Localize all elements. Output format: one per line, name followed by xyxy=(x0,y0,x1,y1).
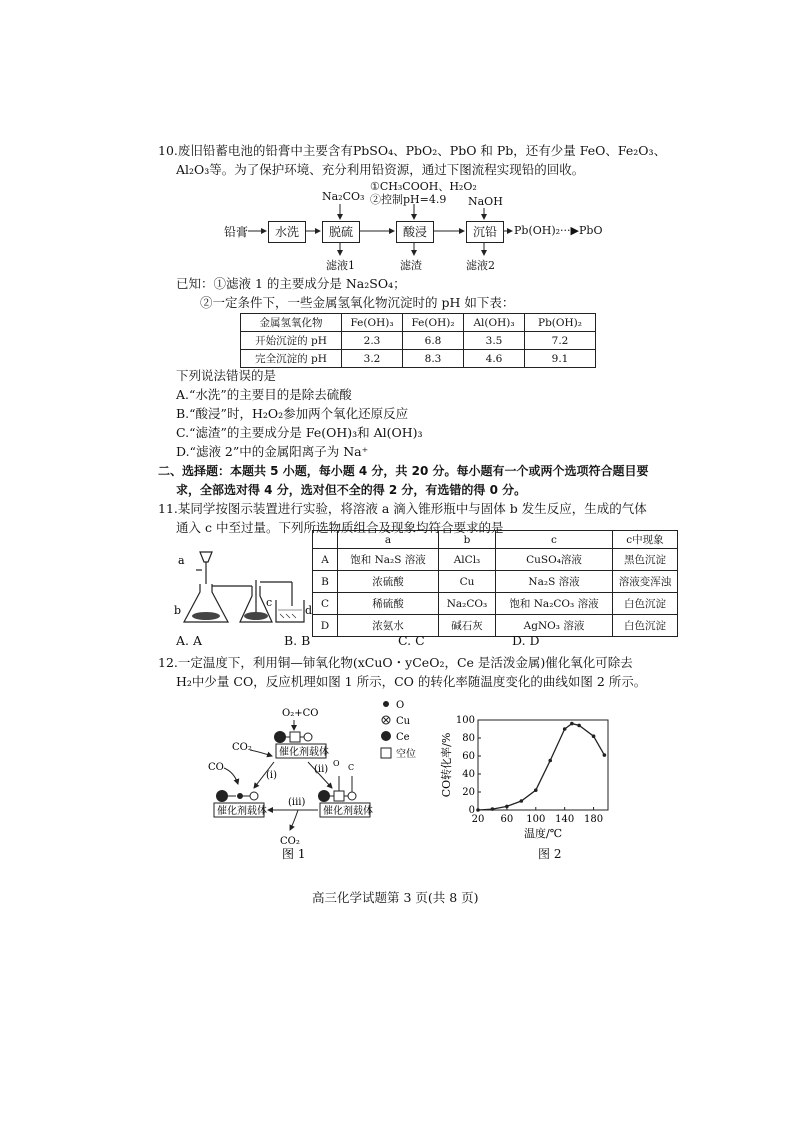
flow-step-precipitate: 沉铅 xyxy=(466,221,504,243)
table-cell: D xyxy=(313,615,338,637)
legend-vacancy: 空位 xyxy=(396,749,416,760)
figure2-caption: 图 2 xyxy=(538,847,562,861)
q10-known2: ②一定条件下，一些金属氢氧化物沉淀时的 pH 如下表： xyxy=(200,295,515,310)
step-i: (i) xyxy=(266,770,278,781)
page-footer: 高三化学试题第 3 页(共 8 页) xyxy=(312,890,479,905)
reagent-ph: ②控制pH=4.9 xyxy=(370,193,447,206)
table-cell: 饱和 Na₂S 溶液 xyxy=(338,549,439,571)
label-d: d xyxy=(305,604,312,617)
ph-header-cell: Fe(OH)₃ xyxy=(342,314,403,332)
y-axis-label: CO转化率/% xyxy=(440,732,453,798)
data-point xyxy=(548,759,552,763)
table-cell: 8.3 xyxy=(403,350,464,368)
table-cell: 浓氨水 xyxy=(338,615,439,637)
flow-arrows xyxy=(0,0,794,300)
label-b: b xyxy=(174,604,182,617)
table-cell: 白色沉淀 xyxy=(613,593,678,615)
apparatus-diagram xyxy=(172,540,312,632)
ce-atom-icon xyxy=(318,790,330,802)
table-cell: Cu xyxy=(439,571,496,593)
out-filtrate1: 滤液1 xyxy=(326,259,355,272)
table-cell: C xyxy=(313,593,338,615)
label-co2-bottom: CO₂ xyxy=(280,836,300,847)
table-cell: 9.1 xyxy=(525,350,596,368)
table-cell: Na₂S 溶液 xyxy=(496,571,613,593)
table-cell: 7.2 xyxy=(525,332,596,350)
y-tick-label: 60 xyxy=(462,751,475,762)
q10-known1: 已知：①滤液 1 的主要成分是 Na₂SO₄； xyxy=(176,276,406,291)
ph-table xyxy=(240,313,596,368)
q11-table-header xyxy=(313,531,678,549)
label-c: c xyxy=(266,596,273,609)
table-cell: CuSO₄溶液 xyxy=(496,549,613,571)
table-cell: 稀硫酸 xyxy=(338,593,439,615)
data-point xyxy=(603,753,607,757)
data-point xyxy=(520,799,524,803)
table-row xyxy=(241,332,596,350)
table-cell: 2.3 xyxy=(342,332,403,350)
q11-header-cell: a xyxy=(338,531,439,549)
q11-answer-a: A. A xyxy=(176,633,203,648)
vacancy-legend-icon xyxy=(381,748,391,758)
q10-line2: Al₂O₃等。为了保护环境、充分利用铅资源，通过下图流程实现铅的回收。 xyxy=(176,162,585,177)
table-row xyxy=(313,593,678,615)
data-point xyxy=(592,734,596,738)
table-cell: 饱和 Na₂CO₃ 溶液 xyxy=(496,593,613,615)
table-row xyxy=(313,571,678,593)
ce-atom-icon xyxy=(216,790,228,802)
table-cell: 3.5 xyxy=(464,332,525,350)
label-co-left: CO xyxy=(208,762,224,773)
support-top: 催化剂载体 xyxy=(279,747,329,758)
reagent-naoh: NaOH xyxy=(468,195,503,208)
table-cell: Na₂CO₃ xyxy=(439,593,496,615)
legend-cu: Cu xyxy=(396,716,411,727)
o-legend-icon xyxy=(383,701,389,707)
table-cell: 碱石灰 xyxy=(439,615,496,637)
table-row xyxy=(313,549,678,571)
q10-prompt: 下列说法错误的是 xyxy=(176,368,277,383)
support-right: 催化剂载体 xyxy=(323,806,373,817)
table-cell: 完全沉淀的 pH xyxy=(241,350,342,368)
ph-header-cell: Al(OH)₃ xyxy=(464,314,525,332)
y-tick-label: 40 xyxy=(462,769,475,780)
label-o: O xyxy=(333,759,340,768)
q11-header-cell: c中现象 xyxy=(613,531,678,549)
figure1-caption: 图 1 xyxy=(282,847,306,861)
cu-atom-icon xyxy=(250,792,258,800)
out-residue: 滤渣 xyxy=(400,259,422,272)
data-point xyxy=(476,808,480,812)
support-left: 催化剂载体 xyxy=(217,806,267,817)
q11-header-cell: c xyxy=(496,531,613,549)
figure2-chart xyxy=(440,708,620,868)
figure1-mechanism xyxy=(200,692,450,862)
table-cell: 6.8 xyxy=(403,332,464,350)
q11-table xyxy=(312,530,678,637)
ph-header-cell: Fe(OH)₂ xyxy=(403,314,464,332)
series-line xyxy=(478,724,604,810)
table-cell: B xyxy=(313,571,338,593)
table-cell: AlCl₃ xyxy=(439,549,496,571)
y-tick-label: 100 xyxy=(455,715,475,726)
out-filtrate2: 滤液2 xyxy=(466,259,495,272)
q10-option-c: C.“滤渣”的主要成分是 Fe(OH)₃和 Al(OH)₃ xyxy=(176,425,423,440)
q10-option-a: A.“水洗”的主要目的是除去硫酸 xyxy=(176,387,352,402)
section2-line2: 求，全部选对得 4 分，选对但不全的得 2 分，有选错的得 0 分。 xyxy=(176,483,527,497)
q11-header-cell: b xyxy=(439,531,496,549)
ph-header-cell: 金属氢氧化物 xyxy=(241,314,342,332)
q11-answer-b: B. B xyxy=(284,633,311,648)
x-tick-label: 180 xyxy=(584,814,604,825)
q11-answer-d: D. D xyxy=(512,633,540,648)
table-cell: 溶液变浑浊 xyxy=(613,571,678,593)
data-point xyxy=(570,722,574,726)
legend-o: O xyxy=(396,700,405,711)
y-tick-label: 80 xyxy=(462,733,475,744)
q12-line1: 12.一定温度下，利用铜—铈氧化物(xCuO・yCeO₂，Ce 是活泼金属)催化氧化可除去 xyxy=(158,655,633,670)
flow-step-acid-leach: 酸浸 xyxy=(396,221,434,243)
q10-line1: 10.废旧铅蓄电池的铅膏中主要含有PbSO₄、PbO₂、PbO 和 Pb，还有少量 FeO、Fe₂O₃、 xyxy=(158,143,667,158)
x-tick-label: 60 xyxy=(500,814,514,825)
step-iii: (iii) xyxy=(288,797,306,808)
reagent-na2co3: Na₂CO₃ xyxy=(322,190,365,203)
ph-table-header xyxy=(241,314,596,332)
legend-ce: Ce xyxy=(396,732,410,743)
q11-line2: 通入 c 中至过量。下列所选物质组合及现象均符合要求的是 xyxy=(176,520,504,535)
table-cell: 开始沉淀的 pH xyxy=(241,332,342,350)
table-cell: 白色沉淀 xyxy=(613,615,678,637)
ce-atom-icon xyxy=(274,731,286,743)
table-cell: AgNO₃ 溶液 xyxy=(496,615,613,637)
q11-header-cell xyxy=(313,531,338,549)
y-tick-label: 0 xyxy=(468,805,475,816)
label-co2-top: CO₂ xyxy=(232,742,252,753)
table-cell: A xyxy=(313,549,338,571)
section2-line1: 二、选择题：本题共 5 小题，每小题 4 分，共 20 分。每小题有一个或两个选项符合题目要 xyxy=(158,464,649,478)
plot-frame xyxy=(478,720,608,810)
vacancy-icon xyxy=(290,732,300,742)
flow-step-desulfur: 脱硫 xyxy=(322,221,360,243)
ce-legend-icon xyxy=(381,731,391,741)
table-cell: 浓硫酸 xyxy=(338,571,439,593)
reagent-acid: ①CH₃COOH、H₂O₂ xyxy=(370,180,477,193)
y-tick-label: 20 xyxy=(462,787,475,798)
label-o2co: O₂+CO xyxy=(282,708,319,719)
table-cell: 4.6 xyxy=(464,350,525,368)
flow-step-wash: 水洗 xyxy=(268,221,306,243)
data-point xyxy=(534,788,538,792)
x-tick-label: 140 xyxy=(555,814,575,825)
o-atom-icon xyxy=(237,793,243,799)
data-point xyxy=(563,727,567,731)
q10-option-d: D.“滤液 2”中的金属阳离子为 Na⁺ xyxy=(176,444,369,459)
q11-line1: 11.某同学按图示装置进行实验，将溶液 a 滴入锥形瓶中与固体 b 发生反应，生成的气体 xyxy=(158,501,647,516)
cu-atom-icon xyxy=(348,792,356,800)
table-row xyxy=(313,615,678,637)
step-ii: (ii) xyxy=(314,764,329,775)
data-point xyxy=(505,805,509,809)
label-c: C xyxy=(348,763,355,772)
flow-start: 铅膏 xyxy=(224,225,249,239)
data-point xyxy=(577,724,581,728)
ph-header-cell: Pb(OH)₂ xyxy=(525,314,596,332)
table-row xyxy=(241,350,596,368)
x-tick-label: 20 xyxy=(471,814,485,825)
vacancy-icon xyxy=(334,791,344,801)
cu-atom-icon xyxy=(304,733,312,741)
label-a: a xyxy=(178,554,185,567)
x-axis-label: 温度/℃ xyxy=(523,827,563,840)
table-cell: 3.2 xyxy=(342,350,403,368)
q12-line2: H₂中少量 CO，反应机理如图 1 所示，CO 的转化率随温度变化的曲线如图 2 所示。 xyxy=(176,674,647,689)
table-cell: 黑色沉淀 xyxy=(613,549,678,571)
flow-end: Pb(OH)₂···▶PbO xyxy=(514,224,603,237)
q11-answer-c: C. C xyxy=(398,633,425,648)
q10-option-b: B.“酸浸”时，H₂O₂参加两个氧化还原反应 xyxy=(176,406,409,421)
x-tick-label: 100 xyxy=(526,814,546,825)
data-point xyxy=(491,807,495,811)
